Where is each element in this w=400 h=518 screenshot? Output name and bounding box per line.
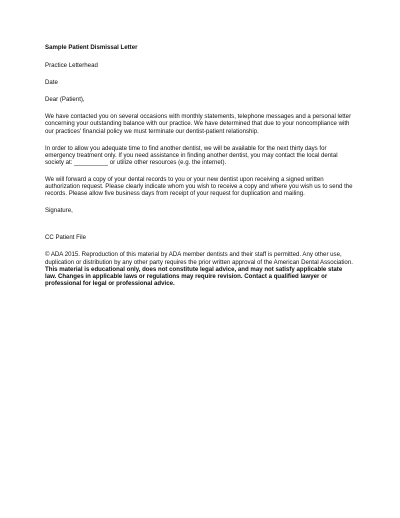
paragraph-outstanding-balance: We have contacted you on several occasions with monthly statements, telephone messages and a personal letter concerning your outstanding balance with our practice. We have determined that due to your noncompliance with our practices' financial policy we must terminate our dentist-patient relationship. xyxy=(45,113,352,135)
paragraph-emergency-treatment: In order to allow you adequate time to find another dentist, we will be available for the next thirty days for emergency treatment only. If you need assistance in finding another dentist, you may contact the local dental society at: __________ or utilize other resources (e.g. the internet). xyxy=(45,144,338,166)
document-page xyxy=(45,44,365,287)
copyright-notice xyxy=(45,251,365,286)
letter-title: Sample Patient Dismissal Letter xyxy=(45,44,138,51)
letter-date: Date xyxy=(45,79,58,87)
copyright-text: © ADA 2015. Reproduction of this material by ADA member dentists and their staff is permitted. Any other use, duplication or distribution by any other party requires the prior written approval of the American Dental Association. xyxy=(45,251,353,266)
legal-disclaimer: This material is educational only, does not constitute legal advice, and may not satisfy applicable state law. Changes in applicable laws or regulations may require revision. Contact a qualified lawyer or professional for legal or professional advice. xyxy=(45,265,343,287)
practice-letterhead: Practice Letterhead xyxy=(45,62,98,70)
paragraph-dental-records: We will forward a copy of your dental records to you or your new dentist upon receiving a signed written authorization request. Please clearly indicate whom you wish to receive a copy and where you wish us to send the records. Please allow five business days from receipt of your request for duplication and mailing. xyxy=(45,175,353,198)
cc-line: CC Patient File xyxy=(45,234,86,242)
salutation: Dear (Patient), xyxy=(45,96,85,104)
signature-line: Signature, xyxy=(45,207,73,215)
